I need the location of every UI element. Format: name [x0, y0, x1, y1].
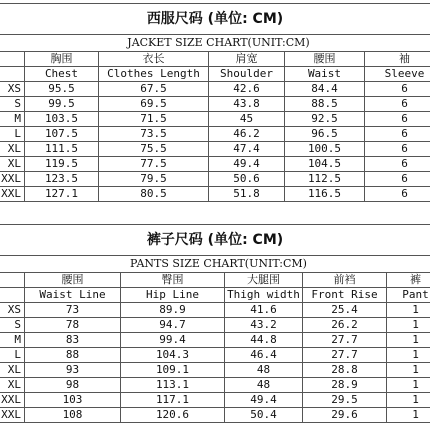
- value-cell: 46.2: [209, 127, 285, 142]
- value-cell: 103.5: [25, 112, 99, 127]
- table-row: [0, 157, 430, 172]
- value-cell: 73.5: [99, 127, 209, 142]
- value-cell: 46.4: [225, 348, 303, 363]
- pants-header-en-row: [0, 288, 430, 303]
- value-cell: 49.4: [209, 157, 285, 172]
- table-row: [0, 333, 430, 348]
- table-row: [0, 393, 430, 408]
- value-cell: 80.5: [99, 187, 209, 202]
- value-cell: 25.4: [303, 303, 387, 318]
- value-cell: 48: [225, 378, 303, 393]
- value-cell: 78: [25, 318, 121, 333]
- size-label: XL: [0, 363, 25, 378]
- table-row: [0, 363, 430, 378]
- size-label: XL: [0, 142, 25, 157]
- table-row: [0, 82, 430, 97]
- jacket-size-table: [0, 34, 430, 202]
- value-cell: 119.5: [25, 157, 99, 172]
- header-thigh-width: Thigh width: [225, 288, 303, 303]
- jacket-title-row: [0, 35, 430, 52]
- size-label: XXL: [0, 187, 25, 202]
- table-row: [0, 112, 430, 127]
- value-cell: 92.5: [285, 112, 365, 127]
- value-cell: 6: [365, 82, 430, 97]
- value-cell: 45: [209, 112, 285, 127]
- header-pant-length: Pant: [387, 288, 430, 303]
- size-label: XS: [0, 82, 25, 97]
- jacket-chart-cn-title: 西服尺码 (单位: CM): [0, 3, 430, 34]
- pants-chart-cn-title: 裤子尺码 (单位: CM): [0, 224, 430, 255]
- jacket-header-cn-row: [0, 52, 430, 67]
- size-label: M: [0, 112, 25, 127]
- table-row: [0, 408, 430, 423]
- value-cell: 116.5: [285, 187, 365, 202]
- value-cell: 77.5: [99, 157, 209, 172]
- jacket-chart-en-title: JACKET SIZE CHART(UNIT:CM): [0, 35, 430, 52]
- value-cell: 104.5: [285, 157, 365, 172]
- size-label: L: [0, 348, 25, 363]
- value-cell: 94.7: [121, 318, 225, 333]
- header-waist-line-cn: 腰围: [25, 273, 121, 288]
- value-cell: 123.5: [25, 172, 99, 187]
- header-waist-cn: 腰围: [285, 52, 365, 67]
- value-cell: 6: [365, 97, 430, 112]
- value-cell: 67.5: [99, 82, 209, 97]
- value-cell: 47.4: [209, 142, 285, 157]
- value-cell: 120.6: [121, 408, 225, 423]
- value-cell: 75.5: [99, 142, 209, 157]
- pants-chart-en-title: PANTS SIZE CHART(UNIT:CM): [0, 256, 430, 273]
- value-cell: 96.5: [285, 127, 365, 142]
- value-cell: 109.1: [121, 363, 225, 378]
- value-cell: 27.7: [303, 348, 387, 363]
- value-cell: 108: [25, 408, 121, 423]
- value-cell: 93: [25, 363, 121, 378]
- size-corner-cell: [0, 288, 25, 303]
- value-cell: 41.6: [225, 303, 303, 318]
- header-pant-length-cn: 裤: [387, 273, 430, 288]
- value-cell: 42.6: [209, 82, 285, 97]
- value-cell: 73: [25, 303, 121, 318]
- size-corner-cell: [0, 52, 25, 67]
- size-label: XL: [0, 157, 25, 172]
- table-row: [0, 303, 430, 318]
- table-row: [0, 318, 430, 333]
- value-cell: 89.9: [121, 303, 225, 318]
- value-cell: 84.4: [285, 82, 365, 97]
- value-cell: 99.5: [25, 97, 99, 112]
- value-cell: 104.3: [121, 348, 225, 363]
- value-cell: 44.8: [225, 333, 303, 348]
- value-cell: 6: [365, 172, 430, 187]
- size-label: XS: [0, 303, 25, 318]
- value-cell: 28.8: [303, 363, 387, 378]
- value-cell: 28.9: [303, 378, 387, 393]
- value-cell: 88: [25, 348, 121, 363]
- value-cell: 83: [25, 333, 121, 348]
- value-cell: 79.5: [99, 172, 209, 187]
- jacket-size-chart: [0, 3, 430, 214]
- pants-header-cn-row: [0, 273, 430, 288]
- jacket-header-en-row: [0, 67, 430, 82]
- pants-title-row: [0, 256, 430, 273]
- value-cell: 100.5: [285, 142, 365, 157]
- header-waist: Waist: [285, 67, 365, 82]
- value-cell: 48: [225, 363, 303, 378]
- value-cell: 1: [387, 378, 430, 393]
- header-hip-line: Hip Line: [121, 288, 225, 303]
- value-cell: 50.6: [209, 172, 285, 187]
- value-cell: 1: [387, 348, 430, 363]
- header-clothes-length-cn: 衣长: [99, 52, 209, 67]
- size-corner-cell: [0, 67, 25, 82]
- value-cell: 6: [365, 127, 430, 142]
- header-thigh-width-cn: 大腿围: [225, 273, 303, 288]
- value-cell: 103: [25, 393, 121, 408]
- value-cell: 99.4: [121, 333, 225, 348]
- value-cell: 88.5: [285, 97, 365, 112]
- table-row: [0, 378, 430, 393]
- value-cell: 1: [387, 408, 430, 423]
- value-cell: 1: [387, 393, 430, 408]
- size-label: XXL: [0, 393, 25, 408]
- value-cell: 29.5: [303, 393, 387, 408]
- value-cell: 111.5: [25, 142, 99, 157]
- header-hip-line-cn: 臀围: [121, 273, 225, 288]
- value-cell: 50.4: [225, 408, 303, 423]
- size-label: S: [0, 97, 25, 112]
- value-cell: 6: [365, 142, 430, 157]
- value-cell: 6: [365, 112, 430, 127]
- value-cell: 26.2: [303, 318, 387, 333]
- size-label: S: [0, 318, 25, 333]
- value-cell: 71.5: [99, 112, 209, 127]
- value-cell: 49.4: [225, 393, 303, 408]
- value-cell: 98: [25, 378, 121, 393]
- value-cell: 27.7: [303, 333, 387, 348]
- value-cell: 1: [387, 303, 430, 318]
- pants-size-table: [0, 255, 430, 423]
- header-front-rise: Front Rise: [303, 288, 387, 303]
- value-cell: 6: [365, 157, 430, 172]
- value-cell: 6: [365, 187, 430, 202]
- value-cell: 29.6: [303, 408, 387, 423]
- size-corner-cell: [0, 273, 25, 288]
- value-cell: 113.1: [121, 378, 225, 393]
- value-cell: 117.1: [121, 393, 225, 408]
- value-cell: 1: [387, 318, 430, 333]
- value-cell: 43.8: [209, 97, 285, 112]
- size-label: L: [0, 127, 25, 142]
- table-row: [0, 97, 430, 112]
- table-row: [0, 142, 430, 157]
- header-front-rise-cn: 前裆: [303, 273, 387, 288]
- value-cell: 112.5: [285, 172, 365, 187]
- header-waist-line: Waist Line: [25, 288, 121, 303]
- value-cell: 107.5: [25, 127, 99, 142]
- value-cell: 51.8: [209, 187, 285, 202]
- table-row: [0, 187, 430, 202]
- table-row: [0, 348, 430, 363]
- header-shoulder-cn: 肩宽: [209, 52, 285, 67]
- size-label: XXL: [0, 408, 25, 423]
- value-cell: 69.5: [99, 97, 209, 112]
- header-sleeve: Sleeve: [365, 67, 430, 82]
- table-row: [0, 127, 430, 142]
- value-cell: 95.5: [25, 82, 99, 97]
- pants-size-chart: [0, 224, 430, 430]
- value-cell: 127.1: [25, 187, 99, 202]
- value-cell: 43.2: [225, 318, 303, 333]
- value-cell: 1: [387, 333, 430, 348]
- value-cell: 1: [387, 363, 430, 378]
- table-row: [0, 172, 430, 187]
- size-label: XXL: [0, 172, 25, 187]
- size-label: M: [0, 333, 25, 348]
- header-chest: Chest: [25, 67, 99, 82]
- header-shoulder: Shoulder: [209, 67, 285, 82]
- header-chest-cn: 胸围: [25, 52, 99, 67]
- header-clothes-length: Clothes Length: [99, 67, 209, 82]
- header-sleeve-cn: 袖: [365, 52, 430, 67]
- size-label: XL: [0, 378, 25, 393]
